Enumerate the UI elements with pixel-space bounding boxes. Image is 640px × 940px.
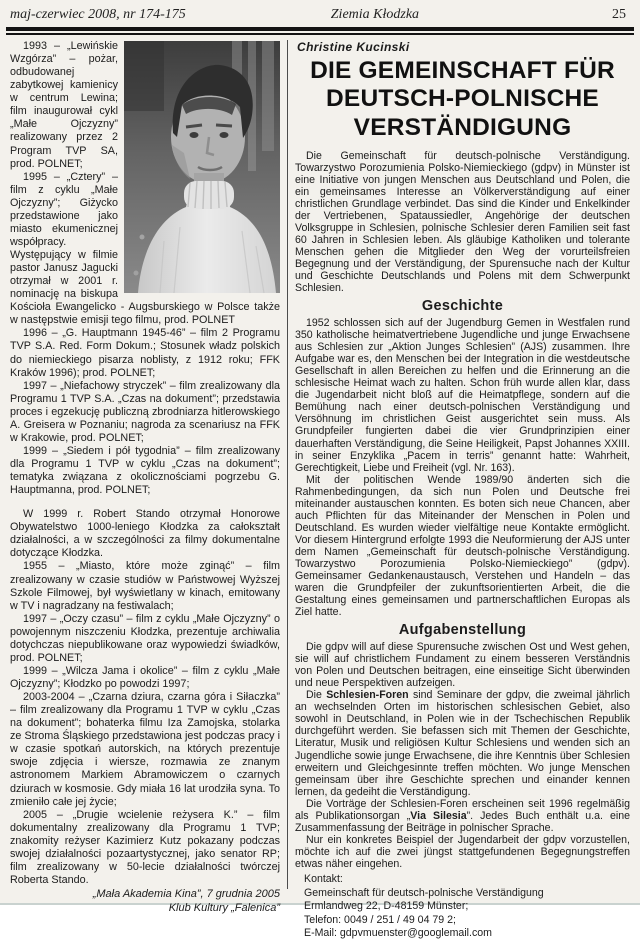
signature-source: „Mała Akademia Kina”, 7 grudnia 2005 (92, 888, 280, 900)
contact-org: Gemeinschaft für deutsch-polnische Verständigung (304, 886, 544, 899)
right-column (295, 40, 632, 939)
signature-venue: Klub Kultury „Falenica” (168, 901, 280, 914)
aufgaben-paragraph: Die gdpv will auf diese Spurensuche zwischen Ost und West gehen, sie will auf christlichem Fundament zu einem besseren Verständnis von Polen und Deutschen beitragen, eine einseitige Sicht überwinden und neue Perspektiven aufzeigen. (295, 640, 630, 690)
article-headline: DIE GEMEINSCHAFT FÜR DEUTSCH-POLNISCHE VERSTÄNDIGUNG (310, 56, 615, 141)
filmography-paragraph: 1995 – „Cztery” – film z cyklu „Małe Ojczyzny”; Giżycko przedstawione jako miasto ekumenicznej współpracy. Występujący w filmie pastor Janusz Jagucki otrzymał w 2001 r. nominację na biskupa Kościoła Ewangelicko - Augsburskiego w Polsce także w następstwie emisji tego filmu, prod. POLNET (10, 170, 280, 327)
aufgaben-paragraph: Nur ein konkretes Beispiel der Jugendarbeit der gdpv vorzustellen, möchte ich auf die zwei jüngst stattgefundenen Begegnungstreffen etwas näher eingehen. (295, 833, 630, 871)
issue-info: maj-czerwiec 2008, nr 174-175 (10, 7, 186, 22)
filmography-paragraph: 2003-2004 – „Czarna dziura, czarna góra i Siłaczka” – film zrealizowany dla Programu 1 TVP w cyklu „Czas na dokument”; bohaterka filmu Iza Zamojska, stolarka ze Stroma Śląskiego przedstawiona jest podczas pracy i w czasie spotkań autorskich, na których prezentuje swoje zdjęcia i wiersze, rozmawia ze znanym astronomem Markiem Abramowiczem o czarnych dziurach w kosmosie. Gdy miała 16 lat urodziła syna. To zmieniło całe jej życie; (10, 691, 280, 808)
filmography-paragraph: 1955 – „Miasto, które może zginąć” – film zrealizowany w czasie studiów w Państwowej Wyższej Szkole Filmowej, był wyświetlany w kinach, emitowany w TV i nagradzany na festiwalach; (10, 560, 280, 612)
page-number: 25 (612, 7, 626, 22)
filmography-paragraph: 1993 – „Lewińskie Wzgórza” – pożar, odbudowanej zabytkowej kamienicy w centrum Lewina; film inaugurował cykl „Małe Ojczyzny” realizowany przez 2 Program TVP SA, prod. POLNET; (10, 40, 118, 170)
journal-title: Ziemia Kłodzka (330, 7, 420, 22)
award-paragraph: W 1999 r. Robert Stando otrzymał Honorowe Obywatelstwo 1000-leniego Kłodzka za całokształt działalności, a w szczególności za filmy dokumentalne dotyczące Kłodzka. (10, 508, 280, 560)
contact-address: Ermlandweg 22, D-48159 Münster; (304, 900, 469, 913)
filmography-paragraph: 1999 – „Siedem i pół tygodnia” – film zrealizowany dla Programu 1 TVP w cyklu „Czas na dokument”; tematyka związana z okolicznościami pogrzebu G. Hauptmanna, prod. POLNET; (10, 444, 280, 497)
via-silesia-bold: Via Silesia (410, 809, 467, 822)
filmography-paragraph: 1996 – „G. Hauptmann 1945-46” – film 2 Programu TVP S.A. Red. Form Dokum.; Stosunek władz polskich do niemieckiego pisarza noblisty, z 1912 roku; FFK Kraków 1996); prod. POLNET; (10, 327, 280, 379)
section-heading-aufgabenstellung: Aufgabenstellung (398, 622, 527, 639)
filmography-paragraph: 1999 – „Wilcza Jama i okolice” – film z cyklu „Małe Ojczyzny”; Kłodzko po powodzi 1997; (10, 664, 280, 690)
contact-block (295, 873, 630, 940)
page-header (0, 0, 640, 26)
section-heading-geschichte: Geschichte (421, 298, 504, 315)
header-double-rule (6, 27, 634, 35)
text-run: sind Seminare der gdpv, die zweimal jährlich an wechselnden Orten im historischen schlesischen Gebiet, also sowohl in Deutschland, in Polen wie in der Tschechischen Republik durchgeführt werden. Sie befassen sich mit Themen der Geschichte, Literatur, Musik und religiösen Kultur Schlesiens und wenden sich an Jugendliche sowie junge Erwachsene, die ihre Kenntnis über Schlesien erweitern und Gleichgesinnte treffen möchten. Wo junge Menschen gemeinsam über ihre Geschichte sprechen und einander kennen lernen, da gedeiht die Verständigung. (295, 689, 631, 798)
filmography-paragraph: 2005 – „Drugie wcielenie reżysera K.” – film dokumentalny zrealizowany dla Programu 1 TVP; znakomity reżyser Kazimierz Kutz pokazany podczas swojej działalności pozaartystycznej, jako senator RP; film zrealizowany w 50-lecie działalności twórczej Roberta Stando. (10, 808, 280, 886)
intro-paragraph: Die Gemeinschaft für deutsch-polnische Verständigung. Towarzystwo Porozumienia Polsko-Niemieckiego (gdpv) in Münster ist eine Initiative von jungen Menschen aus Deutschland und Polen, die ein gemeinsames Interesse an Völkerverständigung auf einer christlichen Grundlage verbindet. Das sind die Kinder und Enkelkinder der Vertriebenen, Spataussiedler, Angehörige der deutschen Volksgruppe in Schlesien, polnische Schlesier deren Familien seit fast 60 Jahren in Schlesien leben. Als gläubige Katholiken und tolerante Menschen gehen die Mitglieder den Weg der vorurteilsfreien Begegnung und der Verständigung, der Spurensuche nach der Kultur und Geschichte Deutschlands und Polens mit dem Schwerpunkt Schlesien. (295, 149, 630, 295)
portrait-photo (124, 41, 280, 293)
contact-email: E-Mail: gdpvmuenster@googlemail.com (304, 926, 492, 939)
column-divider (287, 40, 288, 889)
aufgaben-paragraph (295, 689, 630, 798)
schlesien-foren-bold: Schlesien-Foren (326, 689, 409, 702)
article-signature (10, 888, 280, 916)
left-column (10, 40, 280, 914)
text-run: ”. Jedes Buch enthält u.a. eine Zusammenfassung der Beiträge in polnischer Sprache. (295, 809, 630, 834)
article-author: Christine Kucinski (297, 40, 410, 54)
filmography-paragraph: 1997 – „Oczy czasu” – film z cyklu „Małe Ojczyzny” o powojennym niszczeniu Kłodzka, prezentuje archiwalia dotychczas niepublikowane oraz wypowiedzi świadków, prod. POLNET; (10, 612, 280, 664)
geschichte-paragraph: Mit der politischen Wende 1989/90 änderten sich die Rahmenbedingungen, da sich nun Polen und Deutsche frei miteinander austauschen konnten. Es boten sich neue Chancen, aber auch Pflichten für das Miteinander der Menschen in Polen und Deutschland. Es wurden wieder vielfältige neue Kontakte ermöglicht. Vor diesem Hintergrund erfolgte 1993 die Neuformierung der AJS unter dem Namen „Gemeinschaft für deutsch-polnische Verständigung. Towarzystwo Porozumienia Polsko-Niemieckiego” (gdpv). Gemeinsamer Gedankenaustausch, Verstehen und Handeln – das waren die Grundpfeiler der zukunftsorientierten Arbeit, die die Gestaltung eines gemeinsamen und partnerschaftlichen Europas als Ziel hatte. (295, 473, 630, 619)
contact-phone: Telefon: 0049 / 251 / 49 04 79 2; (304, 913, 456, 926)
contact-label: Kontakt: (304, 873, 343, 886)
filmography-paragraph: 1997 – „Niefachowy stryczek” – film zrealizowany dla Programu 1 TVP S.A. „Czas na dokument”; przedstawia proces i egzekucję publiczną zbrodniarza hitlerowskiego A. Greisera w Poznaniu; nagroda za scenariusz na FFK w Krakowie, prod. POLNET; (10, 379, 280, 444)
two-column-layout (0, 35, 640, 939)
text-run: Die Vorträge der Schlesien-Foren erscheinen seit 1996 regelmäßig als Publikationsorgan „ (295, 797, 630, 822)
text-run: Die (306, 689, 327, 702)
aufgaben-paragraph (295, 798, 630, 834)
geschichte-paragraph: 1952 schlossen sich auf der Jugendburg Gemen in Westfalen rund 350 katholische heimatvertriebene Jugendliche und junge Erwachsene aus Schlesien zur „Aktion Junges Schlesien” (AJS) zusammen. Ihre Aufgabe war es, den Menschen bei der Integration in die westdeutsche Gesellschaft in allen Bereichen zu helfen und die Erinnerung an die schlesische Heimat wach zu halten. Schon früh wurde allen klar, dass die Jugendarbeit nicht bloß auf die Heimatpflege, sondern auf die Bemühung nach einer deutsch-polnischen Verständigung und Versöhnung im christlichen Geist ausgerichtet sein muss. Als Grundpfeiler fungierten dabei die vier Grundprinzipien einer dauerhaften Verständigung, die Seine Heiligkeit, Papst Johannes XXIII. in seiner Enzyklika „Pacem in terris” genannt hatte: Wahrheit, Gerechtigkeit, Liebe und Freiheit (vgl. Nr. 163). (295, 316, 630, 474)
portrait-photo-graphic (124, 41, 280, 293)
